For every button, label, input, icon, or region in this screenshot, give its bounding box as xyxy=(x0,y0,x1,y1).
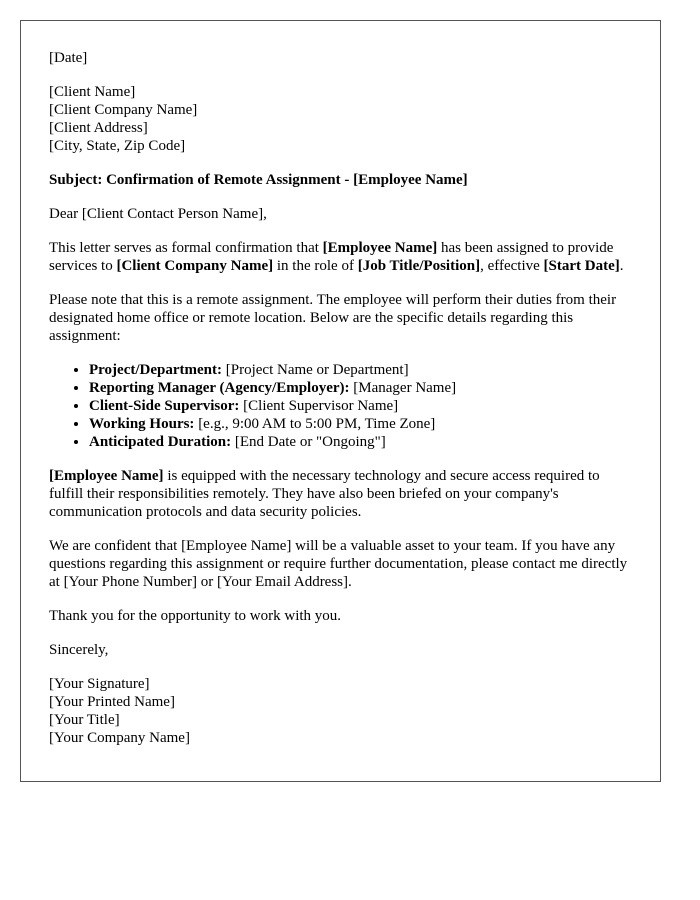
detail-label: Client-Side Supervisor: xyxy=(89,398,240,414)
signature: [Your Signature] xyxy=(49,676,150,692)
client-name: [Client Name] xyxy=(49,84,136,100)
text: This letter serves as formal confirmation that xyxy=(49,240,323,256)
subject-text: Subject: Confirmation of Remote Assignment - [Employee Name] xyxy=(49,172,468,188)
closing: Sincerely, xyxy=(49,642,109,658)
text: , effective xyxy=(480,258,544,274)
start-date: [Start Date] xyxy=(543,258,620,274)
list-item xyxy=(89,415,632,433)
employee-name: [Employee Name] xyxy=(322,240,438,256)
list-item xyxy=(89,379,632,397)
client-company-name: [Client Company Name] xyxy=(116,258,274,274)
details-list xyxy=(49,361,632,451)
signature-block xyxy=(49,675,632,747)
employee-name: [Employee Name] xyxy=(49,468,164,484)
title: [Your Title] xyxy=(49,712,120,728)
paragraph-equipment xyxy=(49,467,632,521)
detail-value: [End Date or "Ongoing"] xyxy=(231,434,386,450)
printed-name: [Your Printed Name] xyxy=(49,694,175,710)
letter xyxy=(20,20,661,782)
detail-value: [Manager Name] xyxy=(349,380,457,396)
detail-label: Project/Department: xyxy=(89,362,222,378)
detail-value: [Project Name or Department] xyxy=(222,362,409,378)
salutation: Dear [Client Contact Person Name], xyxy=(49,206,267,222)
text: has been assigned to provide services to xyxy=(49,240,614,274)
detail-value: [e.g., 9:00 AM to 5:00 PM, Time Zone] xyxy=(194,416,436,432)
paragraph-contact: We are confident that [Employee Name] will be a valuable asset to your team. If you have any questions regarding this assignment or require further documentation, please contact me directly at [Your Phone Number] or [Your Email Address]. xyxy=(49,538,628,590)
text: . xyxy=(619,258,624,274)
paragraph-confirmation xyxy=(49,239,632,275)
subject xyxy=(49,171,632,189)
detail-value: [Client Supervisor Name] xyxy=(239,398,399,414)
client-company: [Client Company Name] xyxy=(49,102,198,118)
list-item xyxy=(89,433,632,451)
client-address: [Client Address] xyxy=(49,120,148,136)
date: [Date] xyxy=(49,50,88,66)
text: in the role of xyxy=(273,258,358,274)
recipient-address xyxy=(49,83,632,155)
client-city: [City, State, Zip Code] xyxy=(49,138,186,154)
list-item xyxy=(89,397,632,415)
job-title: [Job Title/Position] xyxy=(357,258,481,274)
list-item xyxy=(89,361,632,379)
paragraph-remote: Please note that this is a remote assignment. The employee will perform their duties from their designated home office or remote location. Below are the specific details regarding this assignment: xyxy=(49,292,617,344)
paragraph-thanks: Thank you for the opportunity to work with you. xyxy=(49,608,342,624)
detail-label: Anticipated Duration: xyxy=(89,434,232,450)
detail-label: Reporting Manager (Agency/Employer): xyxy=(89,380,350,396)
detail-label: Working Hours: xyxy=(89,416,195,432)
company-name: [Your Company Name] xyxy=(49,730,190,746)
text: is equipped with the necessary technology and secure access required to fulfill their responsibilities remotely. They have also been briefed on your company's communication protocols and data security policies. xyxy=(49,468,600,520)
